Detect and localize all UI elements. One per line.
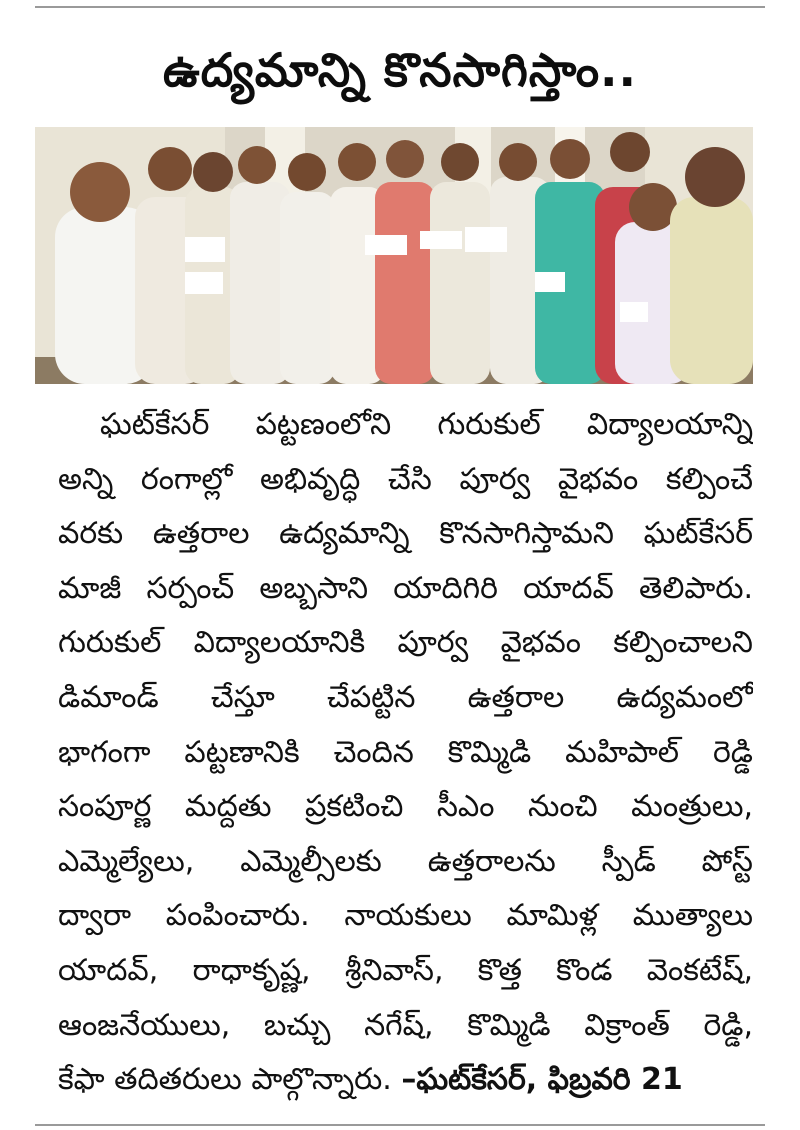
article-line: ఎమ్మెల్యేలు, ఎమ్మెల్సీలకు ఉత్తరాలను స్పీడ్ పోస్ట్ <box>58 843 753 879</box>
article-line: యాదవ్, రాధాకృష్ణ, శ్రీనివాస్, కొత్త కొండ వెంకటేష్, <box>58 952 753 988</box>
article-line: భాగంగా పట్టణానికి చెందిన కొమ్మిడి మహిపాల్ రెడ్డి <box>58 734 753 770</box>
article-line: సంపూర్ణ మద్దతు ప్రకటించి సీఎం నుంచి మంత్రులు, <box>58 789 753 825</box>
article-line: కేఫా తదితరులు పాల్గొన్నారు. <box>58 1062 392 1098</box>
news-photo <box>35 127 753 384</box>
article-line: డిమాండ్ చేస్తూ చేపట్టిన ఉత్తరాల ఉద్యమంలో <box>58 679 753 715</box>
article-line: ద్వారా పంపించారు. నాయకులు మామిళ్ల ముత్యాలు <box>58 898 753 934</box>
bottom-rule <box>35 1124 765 1126</box>
article-line: మాజీ సర్పంచ్ అబ్బసాని యాదిగిరి యాదవ్ తెలిపారు. <box>58 570 753 606</box>
article-line: అన్ని రంగాల్లో అభివృద్ధి చేసి పూర్వ వైభవం కల్పించే <box>58 461 753 497</box>
top-rule <box>35 6 765 8</box>
article-body <box>58 398 753 1108</box>
dateline: –ఘట్‌కేసర్, ఫిబ్రవరి 21 <box>401 1062 683 1098</box>
headline: ఉద్యమాన్ని కొనసాగిస్తాం.. <box>162 43 638 97</box>
group-photo-illustration <box>35 127 753 384</box>
article-last-line <box>58 1053 753 1108</box>
article-line: ఘట్‌కేసర్ పట్టణంలోని గురుకుల్ విద్యాలయాన్ని <box>100 407 753 442</box>
article-line: గురుకుల్ విద్యాలయానికి పూర్వ వైభవం కల్పించాలని <box>58 625 753 661</box>
article-line: వరకు ఉత్తరాల ఉద్యమాన్ని కొనసాగిస్తామని ఘట్‌కేసర్ <box>58 516 753 552</box>
article-line: ఆంజనేయులు, బచ్చు నగేష్, కొమ్మిడి విక్రాంత్ రెడ్డి, <box>58 1007 753 1043</box>
